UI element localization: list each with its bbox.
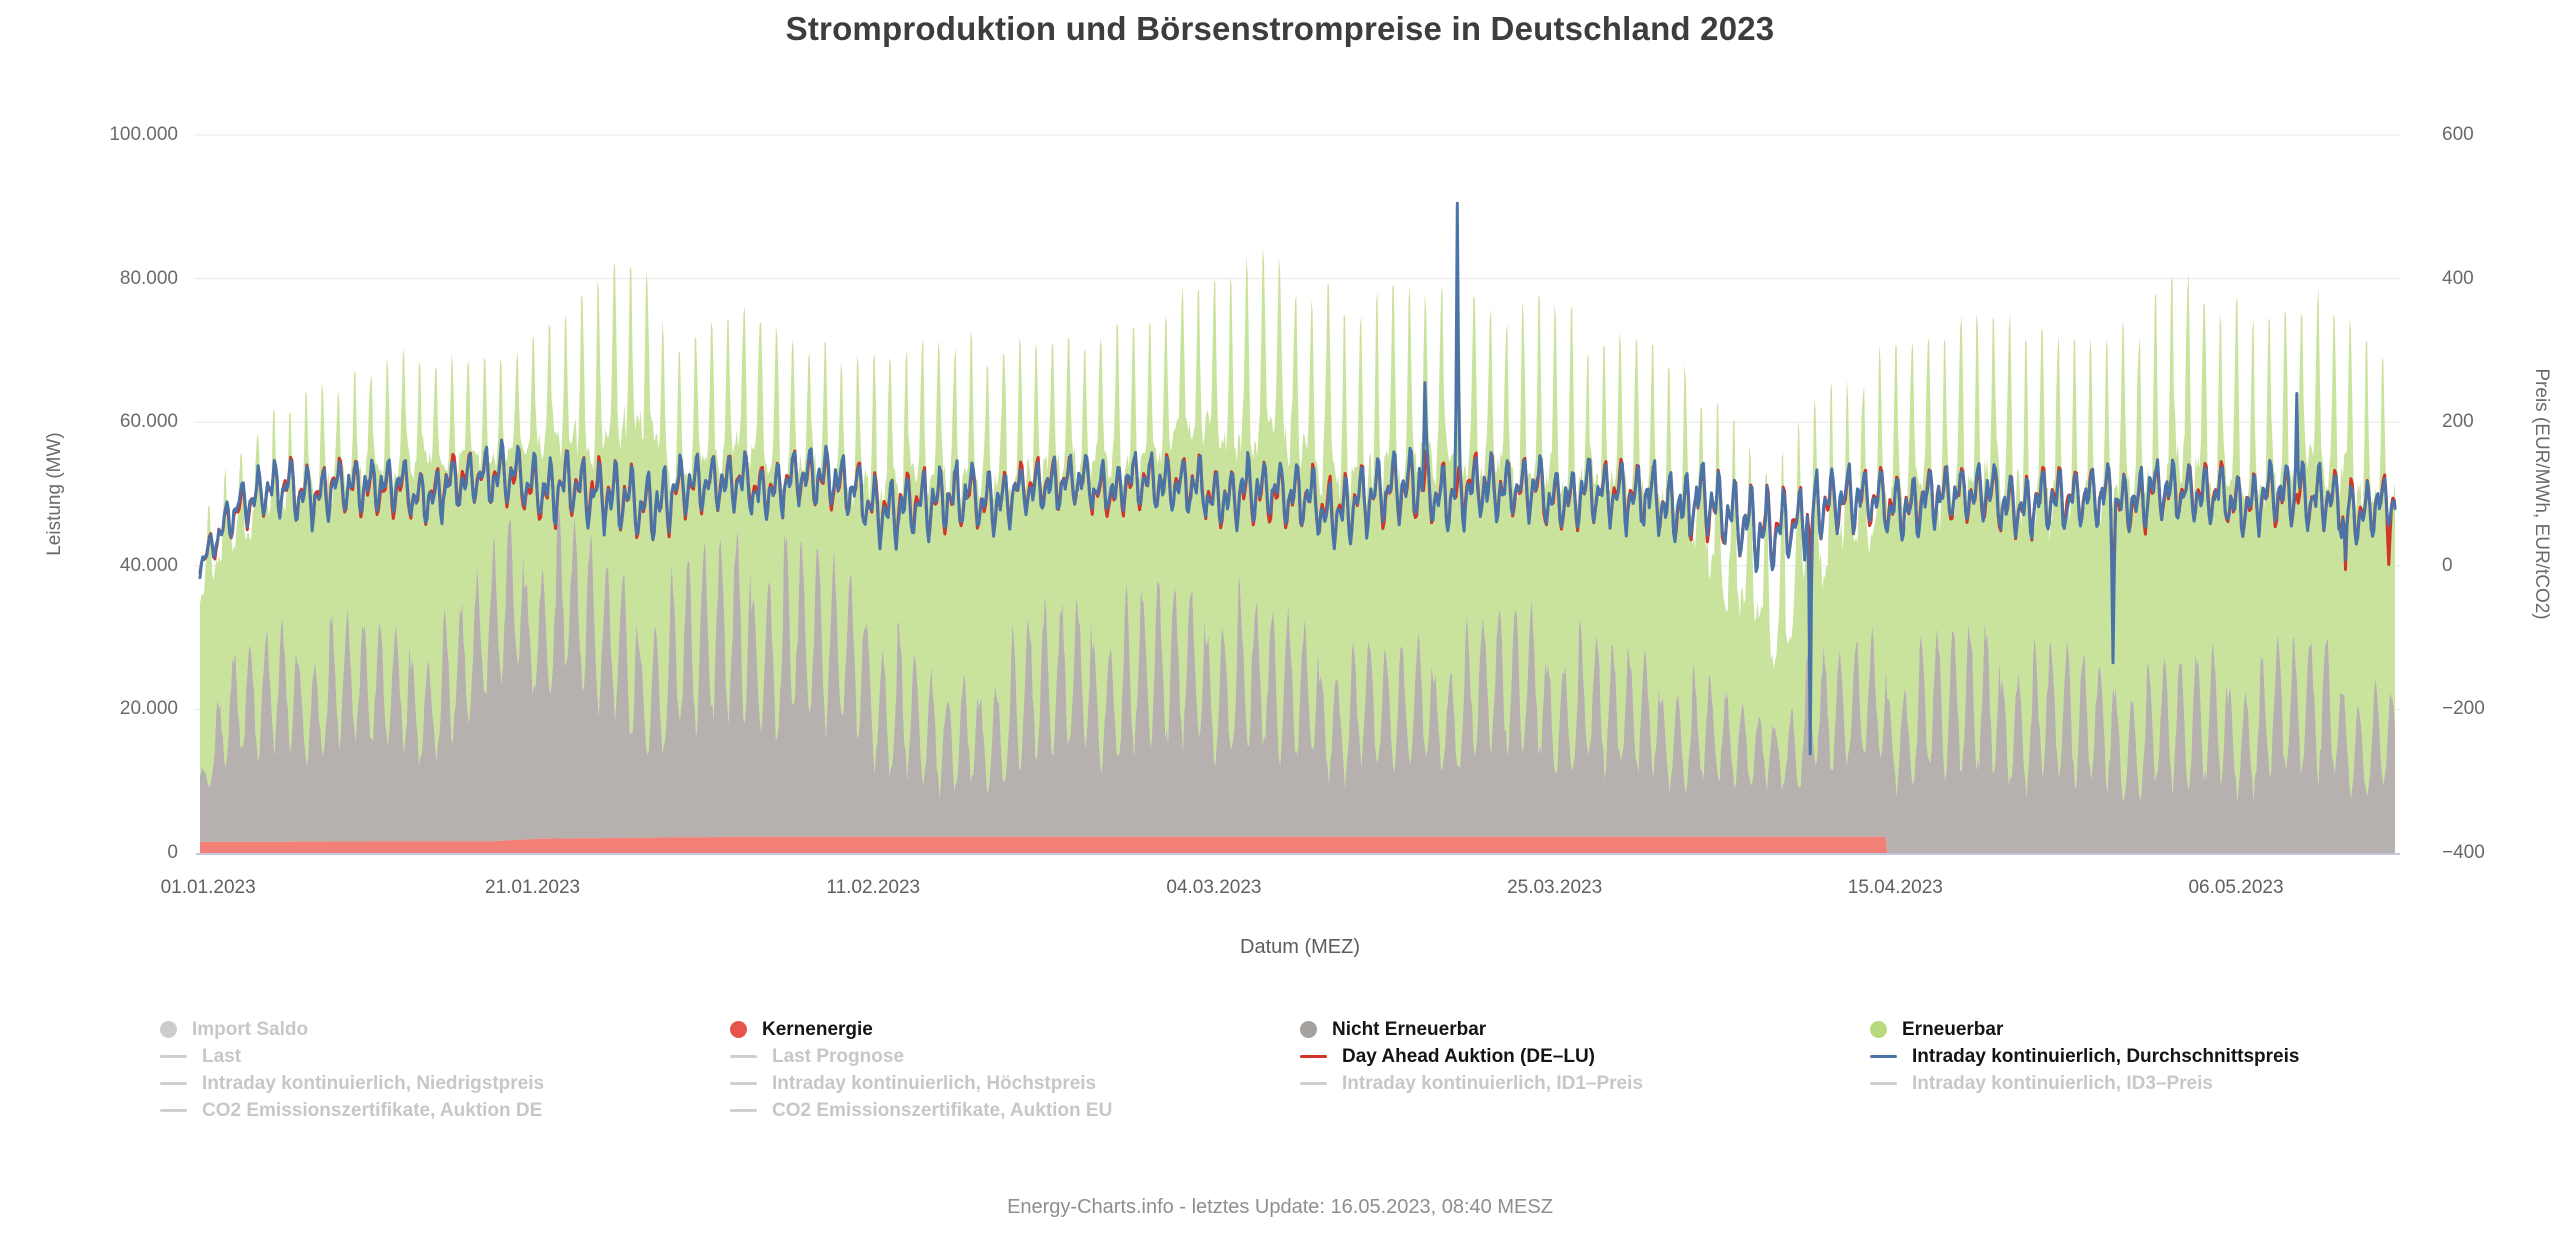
footer-update-note: Energy-Charts.info - letztes Update: 16.05.2023, 08:40 MESZ [1007,1196,1553,1218]
x-tick-label: 21.01.2023 [485,877,581,898]
legend-item[interactable] [1300,1043,1643,1070]
page-title: Stromproduktion und Börsenstrompreise in Deutschland 2023 [785,10,1775,47]
x-tick-label: 04.03.2023 [1166,877,1262,898]
legend-item[interactable] [160,1070,544,1097]
legend-line-marker-icon [160,1082,187,1085]
legend-item-label: Intraday kontinuierlich, ID3–Preis [1912,1072,2213,1094]
y-right-tick-label: 200 [2442,411,2474,433]
legend-column-1 [160,1016,544,1124]
legend-line-marker-icon [730,1082,757,1085]
y-right-tick-label: 600 [2442,124,2474,145]
legend-item[interactable] [160,1097,544,1124]
legend-item-label: Last [202,1045,242,1067]
legend-circle-marker-icon [160,1021,177,1038]
legend-item-label: Intraday kontinuierlich, Niedrigstpreis [202,1072,545,1094]
legend-item-label: Intraday kontinuierlich, Höchstpreis [772,1072,1097,1094]
y-axis-left-title: Leistung (MW) [44,432,65,556]
legend-column-2 [730,1016,1112,1124]
legend-line-marker-icon [1870,1055,1897,1058]
legend-column-4 [1870,1016,2299,1097]
y-left-tick-label: 60.000 [119,411,178,433]
x-tick-label: 06.05.2023 [2188,877,2284,898]
legend-item[interactable] [1870,1016,2299,1043]
y-left-tick-label: 80.000 [119,267,178,289]
legend-item-label: Nicht Erneuerbar [1332,1018,1487,1040]
y-left-tick-label: 20.000 [119,698,178,720]
legend-item-label: Intraday kontinuierlich, ID1–Preis [1342,1072,1643,1094]
legend-line-marker-icon [730,1109,757,1112]
legend-line-marker-icon [160,1055,187,1058]
legend-item[interactable] [1300,1070,1643,1097]
legend-line-marker-icon [730,1055,757,1058]
y-axis-right-title: Preis (EUR/MWh, EUR/tCO2) [2531,368,2552,620]
legend-column-3 [1300,1016,1643,1097]
legend-item[interactable] [160,1016,544,1043]
y-right-tick-label: 0 [2442,554,2453,576]
legend-item[interactable] [1300,1016,1643,1043]
y-right-tick-label: −400 [2442,842,2485,863]
y-right-tick-label: 400 [2442,267,2474,289]
legend-item-label: Intraday kontinuierlich, Durchschnittspreis [1912,1045,2300,1067]
legend-line-marker-icon [1300,1082,1327,1085]
legend-item[interactable] [1870,1070,2299,1097]
x-tick-label: 25.03.2023 [1507,877,1603,898]
legend-item[interactable] [730,1016,1112,1043]
legend-line-marker-icon [1300,1055,1327,1058]
legend-item-label: Day Ahead Auktion (DE–LU) [1342,1045,1596,1067]
legend-item-label: Erneuerbar [1902,1018,2004,1040]
legend-item-label: Kernenergie [762,1018,873,1040]
legend-line-marker-icon [1870,1082,1897,1085]
legend-circle-marker-icon [1870,1021,1887,1038]
legend-circle-marker-icon [1300,1021,1317,1038]
legend-line-marker-icon [160,1109,187,1112]
y-left-tick-label: 100.000 [109,124,178,145]
legend-item[interactable] [730,1043,1112,1070]
x-tick-label: 15.04.2023 [1847,877,1943,898]
legend-item-label: CO2 Emissionszertifikate, Auktion DE [202,1099,543,1121]
legend-item[interactable] [1870,1043,2299,1070]
legend-circle-marker-icon [730,1021,747,1038]
legend-item-label: CO2 Emissionszertifikate, Auktion EU [772,1099,1113,1121]
y-left-tick-label: 40.000 [119,554,178,576]
legend-item[interactable] [730,1070,1112,1097]
legend-item-label: Import Saldo [192,1018,309,1040]
legend-item-label: Last Prognose [772,1045,904,1067]
y-right-tick-label: −200 [2442,698,2485,720]
legend-item[interactable] [160,1043,544,1070]
legend-item[interactable] [730,1097,1112,1124]
x-axis-title: Datum (MEZ) [1240,936,1360,958]
x-tick-label: 01.01.2023 [160,877,256,898]
x-tick-label: 11.02.2023 [826,877,921,898]
y-left-tick-label: 0 [167,842,178,863]
